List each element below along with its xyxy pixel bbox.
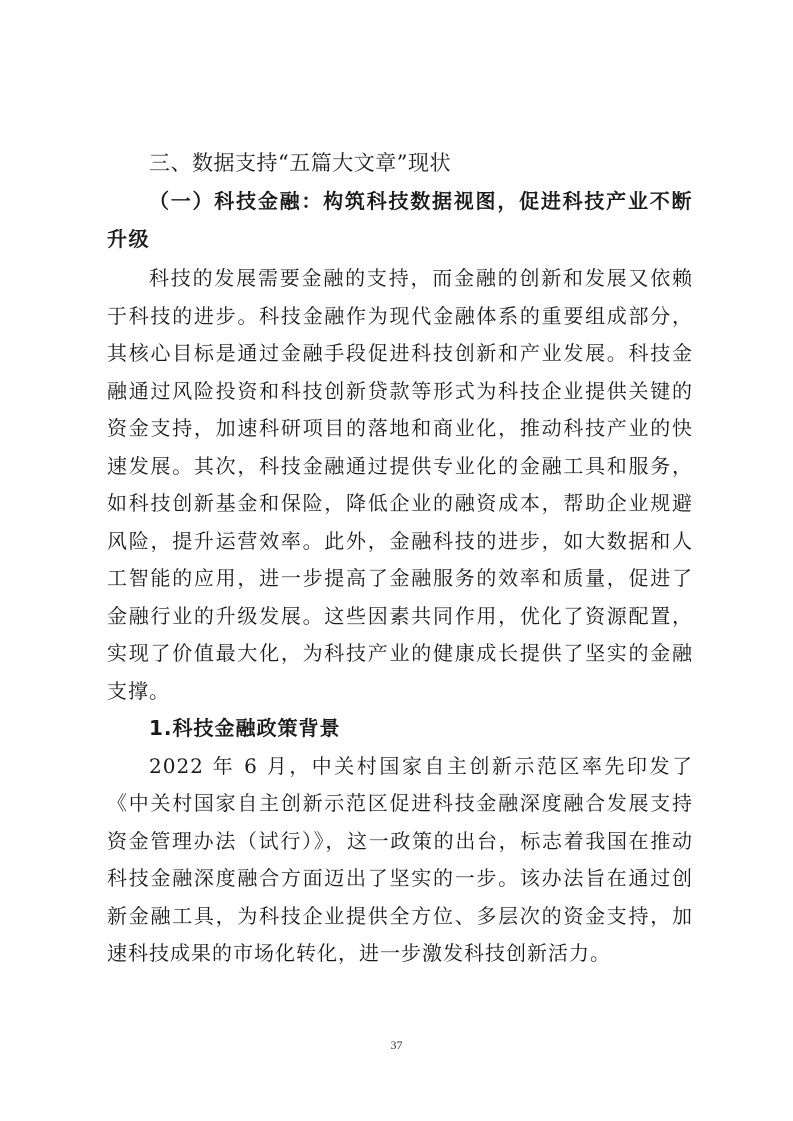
body-paragraph: 科技的发展需要金融的支持，而金融的创新和发展又依赖于科技的进步。科技金融作为现代金融体系的重要组成部分，其核心目标是通过金融手段促进科技创新和产业发展。科技金融通过风险投资和科技创新贷款等形式为科技企业提供关键的资金支持，加速科研项目的落地和商业化，推动科技产业的快速发展。其次，科技金融通过提供专业化的金融工具和服务，如科技创新基金和保险，降低企业的融资成本，帮助企业规避风险，提升运营效率。此外，金融科技的进步，如大数据和人工智能的应用，进一步提高了金融服务的效率和质量，促进了金融行业的升级发展。这些因素共同作用，优化了资源配置，实现了价值最大化，为科技产业的健康成长提供了坚实的金融支撑。 [107, 266, 693, 703]
point-heading: 1.科技金融政策背景 [149, 716, 341, 740]
subsection-heading: （一）科技金融：构筑科技数据视图，促进科技产业不断升级 [107, 189, 693, 251]
section-heading: 三、数据支持“五篇大文章”现状 [149, 151, 451, 175]
body-paragraph: 2022 年 6 月，中关村国家自主创新示范区率先印发了《中关村国家自主创新示范区促进科技金融深度融合发展支持资金管理办法（试行）》，这一政策的出台，标志着我国在推动科技金融深度融合方面迈出了坚实的一步。该办法旨在通过创新金融工具，为科技企业提供全方位、多层次的资金支持，加速科技成果的市场化转化，进一步激发科技创新活力。 [107, 753, 693, 965]
document-body [107, 146, 693, 973]
page-number: 37 [390, 1038, 403, 1052]
